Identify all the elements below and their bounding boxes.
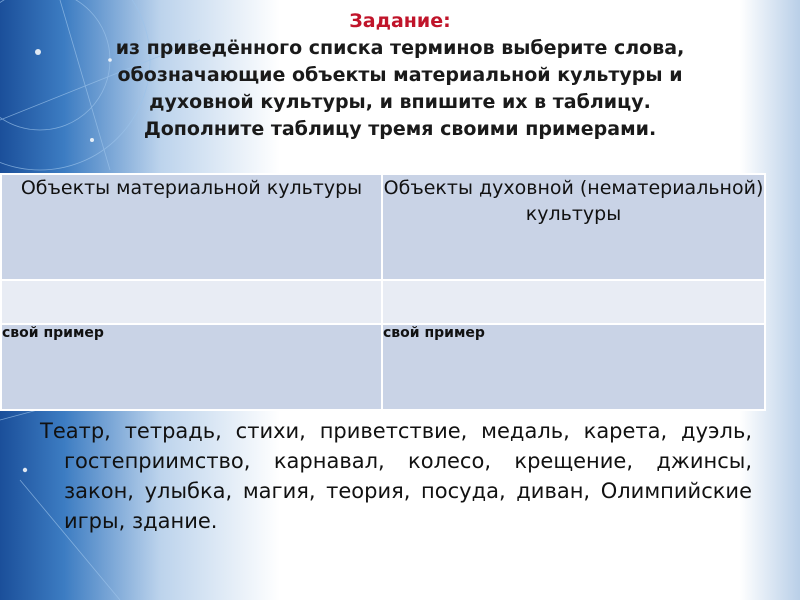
terms-list xyxy=(40,416,752,536)
header-material-culture: Объекты материальной культуры xyxy=(1,174,382,280)
culture-table-wrapper xyxy=(0,173,764,411)
task-heading: Задание: xyxy=(349,10,451,32)
culture-table xyxy=(0,173,766,411)
table-header-row xyxy=(1,174,765,280)
task-line-3: духовной культуры, и впишите их в таблицу. xyxy=(149,91,651,113)
table-row-empty xyxy=(1,280,765,324)
task-line-4: Дополните таблицу тремя своими примерами. xyxy=(143,118,657,140)
own-example-spiritual[interactable]: свой пример xyxy=(382,324,765,410)
empty-cell-material[interactable] xyxy=(1,280,382,324)
table-row-own-example xyxy=(1,324,765,410)
task-line-1: из приведённого списка терминов выберите слова, xyxy=(115,37,685,59)
header-spiritual-culture: Объекты духовной (нематериальной) культуры xyxy=(382,174,765,280)
task-line-2: обозначающие объекты материальной культуры и xyxy=(117,64,683,86)
empty-cell-spiritual[interactable] xyxy=(382,280,765,324)
own-example-material[interactable]: свой пример xyxy=(1,324,382,410)
task-title xyxy=(40,8,760,143)
terms-text: Театр, тетрадь, стихи, приветствие, медаль, карета, дуэль, гостеприимство, карнавал, колесо, крещение, джинсы, закон, улыбка, магия, теория, посуда, диван, Олимпийские игры, здание. xyxy=(40,419,752,533)
